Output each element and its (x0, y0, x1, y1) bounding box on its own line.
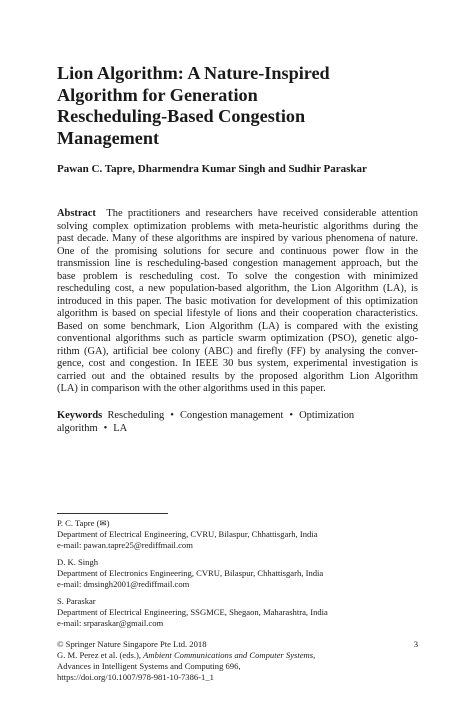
affiliation-email: e-mail: srparaskar@gmail.com (57, 617, 164, 628)
abstract-line: (LA) in comparison with the other algorithms used in this paper. (57, 383, 326, 394)
abstract-heading: Abstract (57, 208, 96, 219)
affiliation-department: Department of Electrical Engineering, CVRU, Bilaspur, Chhattisgarh, India (57, 528, 318, 539)
abstract-line: past decade. Many of these algorithms are inspired by various phenomena of nature. (57, 233, 418, 244)
paper-page (57, 0, 418, 719)
title-line: Algorithm for Generation (57, 84, 258, 105)
doi-link[interactable]: https://doi.org/10.1007/978-981-10-7386-1_1 (57, 671, 214, 682)
footnote-rule (57, 513, 168, 514)
title-line: Management (57, 127, 160, 148)
affiliation-author: D. K. Singh (57, 557, 99, 567)
copyright-notice (57, 639, 418, 683)
abstract-line: introduced in this paper. The basic motivation for development of this optimization (57, 295, 418, 307)
citation-line (57, 650, 418, 661)
citation-editors: G. M. Perez et al. (eds.), (57, 649, 144, 660)
keywords-line (57, 410, 418, 423)
abstract-line: solving complex optimization problems with meta-heuristic algorithms during the (57, 220, 418, 232)
abstract-line: One of the promising solutions for secure and continuous power flow in the (57, 245, 418, 257)
book-title: Ambient Communications and Computer Systems (143, 649, 314, 660)
keyword: algorithm (57, 422, 98, 434)
keyword: LA (113, 422, 128, 434)
keyword: Congestion management (179, 410, 284, 421)
abstract-text: The practitioners and researchers have received considerable attention (106, 208, 418, 219)
abstract-line: gence, cost and congestion. In IEEE 30 bus system, experimental investigation is (57, 358, 418, 369)
keyword: Optimization (299, 410, 355, 421)
keywords-heading: Keywords (57, 410, 103, 421)
abstract-line: algorithm is based on special lifestyle of lions and their cooperation characteristics. (57, 308, 418, 319)
page-number: 3 (413, 639, 418, 649)
abstract-line: base problem is rescheduling cost. To solve the congestion with minimized (57, 270, 418, 282)
copyright-line: © Springer Nature Singapore Pte Ltd. 2018 (57, 639, 207, 649)
title-line: Lion Algorithm: A Nature-Inspired (57, 63, 330, 83)
affiliation-department: Department of Electronics Engineering, CVRU, Bilaspur, Chhattisgarh, India (57, 567, 324, 578)
series-line: Advances in Intelligent Systems and Computing 696, (57, 660, 241, 671)
affiliation-block (57, 557, 418, 590)
affiliation-author: P. C. Tapre (✉) (57, 518, 110, 528)
abstract-line (57, 208, 418, 221)
keyword: Rescheduling (107, 410, 165, 421)
affiliation-department: Department of Electrical Engineering, SSGMCE, Shegaon, Maharashtra, India (57, 606, 328, 617)
abstract-line: carried out and the obtained results by the proposed algorithm Lion Algorithm (57, 370, 418, 382)
author-list: Pawan C. Tapre, Dharmendra Kumar Singh and Sudhir Paraskar (57, 163, 367, 175)
affiliation-email: e-mail: dmsingh2001@rediffmail.com (57, 578, 190, 589)
abstract-line: Based on some benchmark, Lion Algorithm (LA) is compared with the existing (57, 320, 418, 332)
affiliation-email: e-mail: pawan.tapre25@rediffmail.com (57, 539, 193, 550)
affiliation-block (57, 518, 418, 551)
abstract-line: transmission line is rescheduling-based congestion management approach, but the (57, 258, 418, 269)
affiliation-author: S. Paraskar (57, 596, 96, 606)
keyword-separator: • (289, 410, 294, 421)
abstract-line: conventional algorithms such as particle swarm optimization (PSO), genetic algo- (57, 333, 418, 344)
title-line: Rescheduling-Based Congestion (57, 106, 306, 127)
keyword-separator: • (103, 422, 108, 434)
keywords (57, 410, 418, 435)
keyword-separator: • (170, 410, 174, 421)
abstract-line: rithm (GA), artificial bee colony (ABC) and firefly (FF) by analysing the conver- (57, 345, 418, 357)
abstract (57, 208, 418, 396)
paper-title (57, 63, 418, 149)
affiliation-block (57, 596, 418, 629)
keywords-line (57, 423, 418, 436)
abstract-line: rescheduling cost, a new population-based algorithm, the Lion Algorithm (LA), is (57, 283, 418, 294)
citation-punct: , (313, 649, 316, 660)
